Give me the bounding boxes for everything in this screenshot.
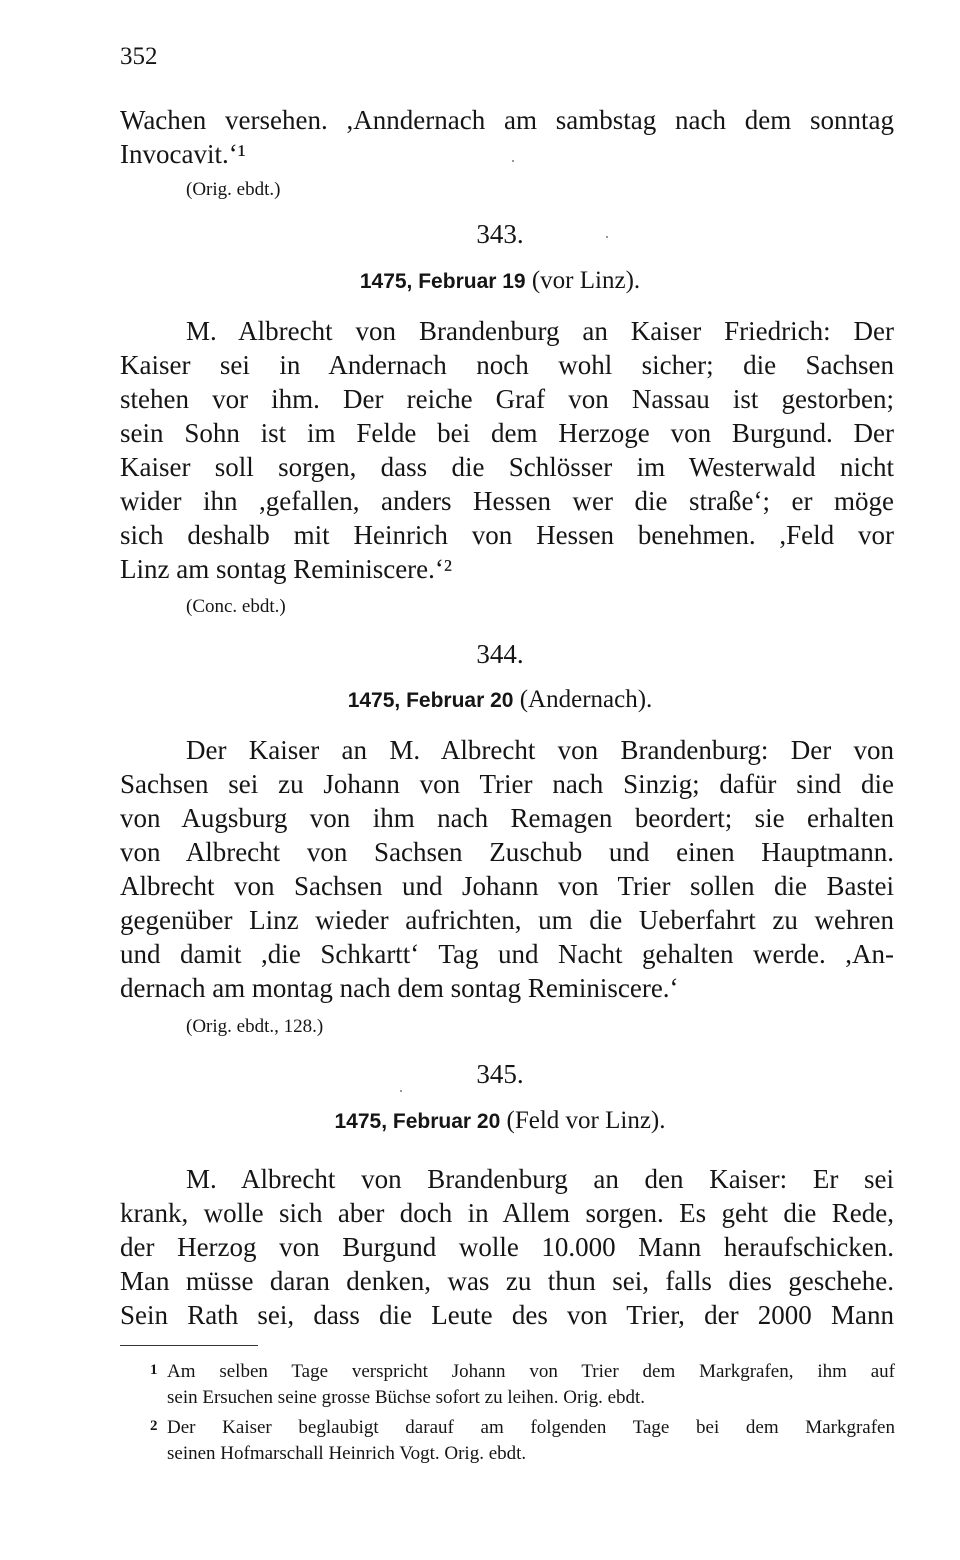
text-line: gegenüber Linz wieder aufrichten, um die Ueberfahrt zu wehren (120, 905, 894, 935)
document-date-heading (0, 1105, 960, 1138)
scan-speck (606, 236, 608, 238)
place: (Feld vor Linz). (506, 1107, 666, 1134)
text-line: Der Kaiser an M. Albrecht von Brandenburg: Der von (186, 735, 894, 765)
text-line: Albrecht von Sachsen und Johann von Trier sollen die Bastei (120, 871, 894, 901)
footnote-marker: 2 (150, 1418, 158, 1434)
text-line: M. Albrecht von Brandenburg an den Kaiser: Er sei (186, 1164, 894, 1194)
regest-paragraph (120, 733, 894, 1005)
source-citation: (Orig. ebdt., 128.) (186, 1016, 324, 1037)
date-bold: 1475, Februar 20 (347, 689, 514, 712)
footnote-text: Der Kaiser beglaubigt darauf am folgenden Tage bei dem Markgrafen (167, 1417, 895, 1438)
text-line: Linz am sontag Reminiscere.‘² (120, 554, 452, 584)
text-line: M. Albrecht von Brandenburg an Kaiser Friedrich: Der (186, 316, 894, 346)
source-citation: (Conc. ebdt.) (186, 596, 286, 617)
place: (Andernach). (519, 686, 653, 713)
text-line: Kaiser soll sorgen, dass die Schlösser im Westerwald nicht (120, 452, 894, 482)
text-line: der Herzog von Burgund wolle 10.000 Mann heraufschicken. (120, 1232, 894, 1262)
footnote-line (150, 1356, 895, 1384)
scan-speck (400, 1090, 402, 1092)
footnote-line: sein Ersuchen seine grosse Büchse sofort zu leihen. Orig. ebdt. (167, 1387, 646, 1408)
footnote-line (150, 1412, 895, 1440)
footnote-separator (120, 1345, 258, 1346)
text-line: krank, wolle sich aber doch in Allem sorgen. Es geht die Rede, (120, 1198, 894, 1228)
text-line: von Albrecht von Sachsen Zuschub und einen Hauptmann. (120, 837, 894, 867)
regest-paragraph (120, 314, 894, 586)
text-line: Invocavit.‘¹ (120, 139, 246, 169)
text-line: Sein Rath sei, dass die Leute des von Trier, der 2000 Mann (120, 1300, 894, 1330)
text-line: Man müsse daran denken, was zu thun sei, falls dies geschehe. (120, 1266, 894, 1296)
date-bold: 1475, Februar 19 (359, 270, 526, 293)
footnote (150, 1356, 895, 1412)
text-line: Wachen versehen. ,Anndernach am sambstag nach dem sonntag (120, 105, 894, 135)
date-bold: 1475, Februar 20 (334, 1110, 501, 1133)
text-line: dernach am montag nach dem sontag Reminiscere.‘ (120, 973, 679, 1003)
place: (vor Linz). (531, 267, 641, 294)
regest-paragraph (120, 1162, 894, 1332)
document-number: 343. (476, 219, 524, 249)
footnote-text: Am selben Tage verspricht Johann von Trier dem Markgrafen, ihm auf (167, 1361, 895, 1382)
scan-speck (512, 160, 514, 162)
text-line: stehen vor ihm. Der reiche Graf von Nassau ist gestorben; (120, 384, 894, 414)
text-line: und damit ,die Schkartt‘ Tag und Nacht gehalten werde. ,An- (120, 939, 894, 969)
text-line: wider ihn ,gefallen, anders Hessen wer die straße‘; er möge (120, 486, 894, 516)
document-date-heading (0, 684, 960, 717)
document-date-heading (0, 265, 960, 298)
document-number: 344. (476, 639, 524, 669)
text-line: von Augsburg von ihm nach Remagen beordert; sie erhalten (120, 803, 894, 833)
page-number: 352 (120, 43, 158, 70)
source-citation: (Orig. ebdt.) (186, 179, 281, 200)
footnote (150, 1412, 895, 1468)
text-line: Sachsen sei zu Johann von Trier nach Sinzig; dafür sind die (120, 769, 894, 799)
text-line: sein Sohn ist im Felde bei dem Herzoge von Burgund. Der (120, 418, 894, 448)
opening-paragraph (120, 103, 894, 171)
text-line: Kaiser sei in Andernach noch wohl sicher; die Sachsen (120, 350, 894, 380)
footnote-marker: 1 (150, 1362, 158, 1378)
document-number: 345. (476, 1059, 524, 1089)
text-line: sich deshalb mit Heinrich von Hessen benehmen. ,Feld vor (120, 520, 894, 550)
footnote-line: seinen Hofmarschall Heinrich Vogt. Orig. ebdt. (167, 1443, 527, 1464)
